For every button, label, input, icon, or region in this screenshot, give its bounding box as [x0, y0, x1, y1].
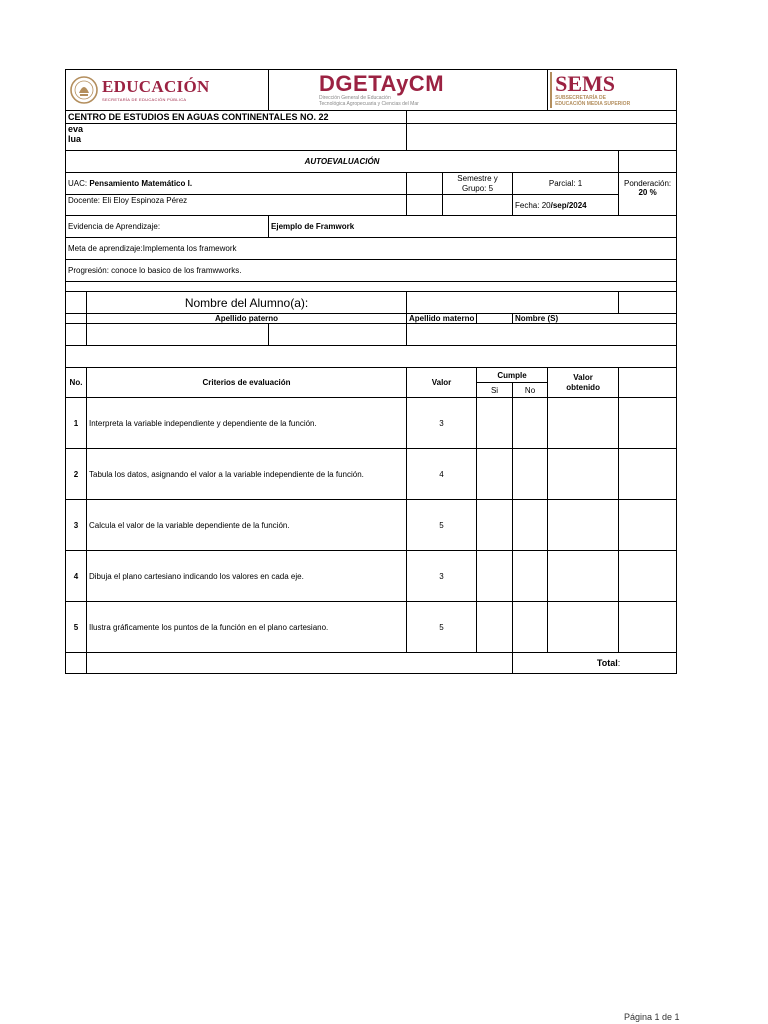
- eval-line-1: eva: [68, 124, 84, 134]
- row-no: 5: [66, 602, 87, 653]
- dgetaycm-logo: [269, 70, 548, 111]
- ponderacion-label: Ponderación:: [624, 179, 672, 188]
- student-blank-right: [619, 292, 677, 314]
- eval-blank: [407, 124, 677, 151]
- uac-value: Pensamiento Matemático I.: [89, 179, 193, 188]
- row-no-check[interactable]: [513, 500, 548, 551]
- row-criterio: Tabula los datos, asignando el valor a la variable independiente de la función.: [87, 449, 407, 500]
- ponderacion-value: 20 %: [638, 188, 657, 198]
- apellido-paterno-label: Apellido paterno: [87, 314, 407, 324]
- dgetaycm-logo-sub1: Dirección General de Educación: [319, 95, 391, 101]
- docente: Docente: Eli Eloy Espinoza Pérez: [66, 195, 407, 216]
- sems-divider: [550, 72, 552, 108]
- row-valor: 5: [407, 602, 477, 653]
- row-criterio: Interpreta la variable independiente y dependiente de la función.: [87, 398, 407, 449]
- student-blank-left: [66, 292, 87, 314]
- row-criterio: Dibuja el plano cartesiano indicando los valores en cada eje.: [87, 551, 407, 602]
- student-title: Nombre del Alumno(a):: [87, 292, 407, 314]
- row-no-check[interactable]: [513, 398, 548, 449]
- parcial: Parcial: 1: [513, 173, 619, 195]
- header-valor-obtenido: [548, 368, 619, 398]
- row-criterio: Calcula el valor de la variable dependiente de la función.: [87, 500, 407, 551]
- apellido-materno-label: Apellido materno: [407, 314, 477, 324]
- total-colon: :: [617, 658, 621, 668]
- row-valor: 3: [407, 398, 477, 449]
- progresion: Progresión: conoce lo basico de los framwworks.: [66, 260, 677, 282]
- row-no: 2: [66, 449, 87, 500]
- dgetaycm-logo-sub2: Tecnológica Agropecuaria y Ciencias del Mar: [319, 101, 419, 107]
- total-cell: [513, 653, 677, 674]
- center-name: CENTRO DE ESTUDIOS EN AGUAS CONTINENTALES NO. 22: [66, 111, 407, 124]
- eval-label: [66, 124, 407, 151]
- eval-line-2: lua: [68, 134, 82, 145]
- row-valor: 3: [407, 551, 477, 602]
- apellido-gap: [477, 314, 513, 324]
- row-no-check[interactable]: [513, 551, 548, 602]
- row-si[interactable]: [477, 602, 513, 653]
- coat-of-arms-icon: [69, 73, 99, 107]
- row-valor-obtenido[interactable]: [548, 398, 619, 449]
- apellido-blank: [66, 314, 87, 324]
- uac-spacer: [407, 173, 443, 195]
- docente-spacer: [407, 195, 443, 216]
- grupo-label: Grupo: 5: [461, 183, 494, 193]
- total-blank-left: [66, 653, 87, 674]
- name-inputs-blank: [66, 324, 87, 346]
- educacion-logo: [66, 70, 269, 111]
- student-name-field[interactable]: [407, 292, 619, 314]
- docente-blank: [443, 195, 513, 216]
- autoevaluacion-blank: [619, 151, 677, 173]
- header-cumple: Cumple: [477, 368, 548, 383]
- row-si[interactable]: [477, 449, 513, 500]
- row-blank: [619, 500, 677, 551]
- uac-label: UAC:: [68, 179, 90, 188]
- nombre-label: Nombre (S): [513, 314, 677, 324]
- total-label: Total: [596, 658, 618, 668]
- header-si: Si: [477, 383, 513, 398]
- sems-logo-sub1: SUBSECRETARÍA DE: [555, 95, 606, 101]
- educacion-logo-name: EDUCACIÓN: [102, 77, 210, 96]
- row-no-check[interactable]: [513, 602, 548, 653]
- evaluation-sheet: [65, 69, 676, 674]
- autoevaluacion-title: AUTOEVALUACIÓN: [66, 151, 619, 173]
- row-no-check[interactable]: [513, 449, 548, 500]
- evaluation-table: [65, 69, 677, 674]
- meta: Meta de aprendizaje:Implementa los framework: [66, 238, 677, 260]
- row-no: 4: [66, 551, 87, 602]
- dgetaycm-logo-name: DGETAyCM: [319, 71, 445, 96]
- header-criterio: Criterios de evaluación: [87, 368, 407, 398]
- educacion-logo-sub: SECRETARÍA DE EDUCACIÓN PÚBLICA: [102, 97, 187, 102]
- row-blank: [619, 449, 677, 500]
- center-name-blank: [407, 111, 677, 124]
- evidencia-label: Evidencia de Aprendizaje:: [66, 216, 269, 238]
- row-valor-obtenido[interactable]: [548, 500, 619, 551]
- table-row: [66, 500, 677, 551]
- row-valor: 5: [407, 500, 477, 551]
- row-no: 1: [66, 398, 87, 449]
- row-valor-obtenido[interactable]: [548, 449, 619, 500]
- row-si[interactable]: [477, 398, 513, 449]
- fecha-value: /sep/2024: [550, 200, 587, 210]
- table-row: [66, 551, 677, 602]
- header-valor-obtenido-2: obtenido: [566, 382, 600, 392]
- spacer-row-2: [66, 346, 677, 368]
- fecha-cell: [513, 195, 619, 216]
- apellido-paterno-field[interactable]: [87, 324, 269, 346]
- sems-logo-name: SEMS: [555, 71, 615, 96]
- semestre-grupo: [443, 173, 513, 195]
- row-blank: [619, 602, 677, 653]
- evidencia-value: Ejemplo de Framwork: [269, 216, 677, 238]
- row-valor-obtenido[interactable]: [548, 602, 619, 653]
- header-valor-obtenido-1: Valor: [573, 373, 593, 383]
- row-valor-obtenido[interactable]: [548, 551, 619, 602]
- row-si[interactable]: [477, 551, 513, 602]
- sems-logo: [548, 70, 677, 111]
- row-blank: [619, 398, 677, 449]
- ponderacion: [619, 173, 677, 216]
- table-row: [66, 398, 677, 449]
- header-blank-2: [619, 383, 677, 398]
- sems-logo-sub2: EDUCACIÓN MEDIA SUPERIOR: [555, 101, 631, 107]
- spacer-row: [66, 282, 677, 292]
- uac-cell: [66, 173, 407, 195]
- header-no: No.: [66, 368, 87, 398]
- table-row: [66, 602, 677, 653]
- table-row: [66, 449, 677, 500]
- total-blank: [87, 653, 513, 674]
- row-si[interactable]: [477, 500, 513, 551]
- row-criterio: Ilustra gráficamente los puntos de la función en el plano cartesiano.: [87, 602, 407, 653]
- page-footer: Página 1 de 1: [624, 1012, 680, 1022]
- semestre-label: Semestre y: [457, 174, 498, 184]
- header-valor: Valor: [407, 368, 477, 398]
- fecha-label: Fecha: 20: [515, 200, 551, 210]
- header-blank: [619, 368, 677, 383]
- row-valor: 4: [407, 449, 477, 500]
- header-no-col: No: [513, 383, 548, 398]
- row-no: 3: [66, 500, 87, 551]
- nombre-field[interactable]: [407, 324, 677, 346]
- row-blank: [619, 551, 677, 602]
- apellido-materno-field[interactable]: [269, 324, 407, 346]
